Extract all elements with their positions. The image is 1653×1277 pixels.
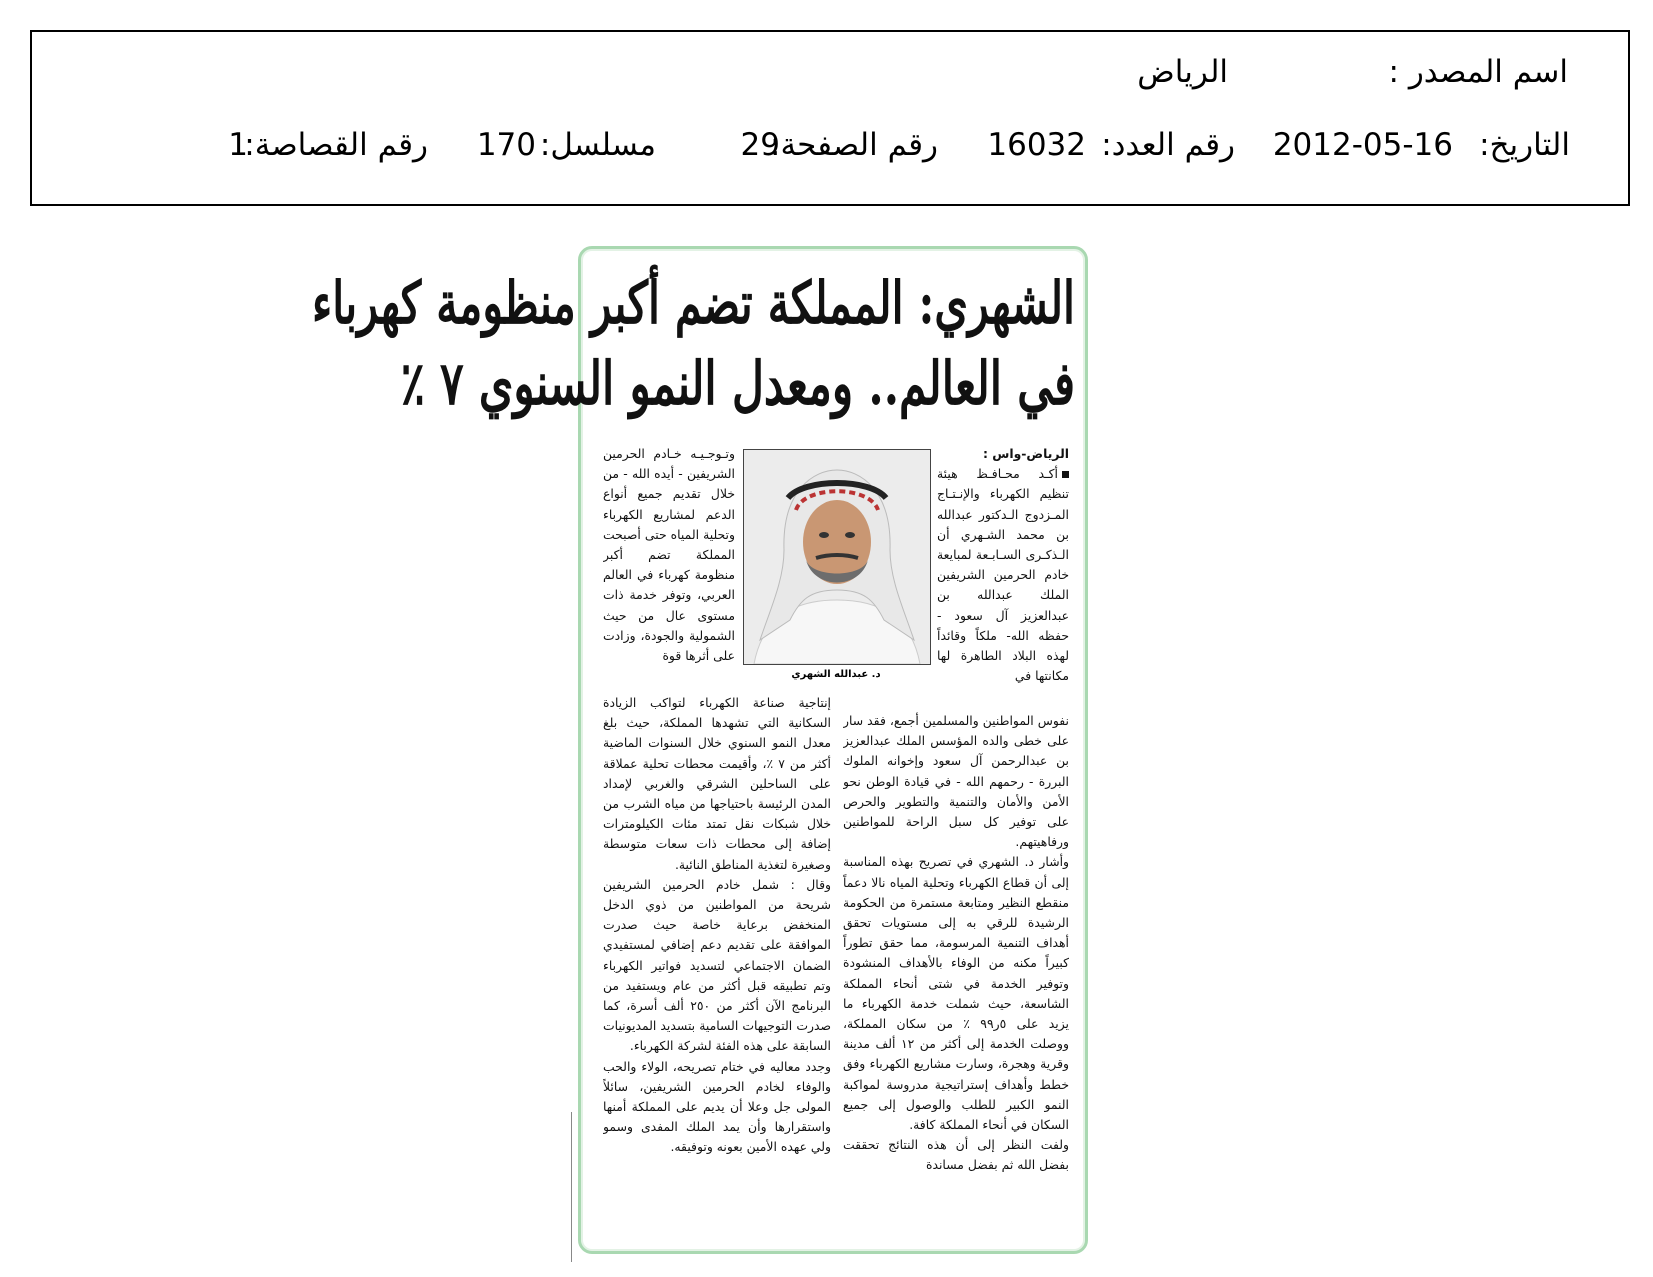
headline-line-2: في العالم.. ومعدل النمو السنوي ٧ ٪ — [401, 350, 1075, 419]
photo-caption: د. عبدالله الشهري — [791, 669, 881, 680]
dateline: الرياض-واس : — [982, 446, 1069, 461]
serial-value: 170 — [476, 127, 536, 163]
left-top-text: وتـوجـيـه خـادم الحرمين الشريفين - أيده الله - من خلال تقديم جميع أنواع الدعم لمشاريع الكهرباء وتحلية المياه حتى أصبحت المملكة تضم أكبر منظومة كهرباء في العالم العربي، وتوفر خدمة ذات مستوى عال من حيث الشمولية والجودة، وزادت على أثرها قوة — [603, 446, 735, 664]
clip-value: 1 — [228, 127, 248, 163]
clip-label: رقم القصاصة: — [244, 127, 428, 163]
column-right-bottom — [843, 711, 1069, 1241]
portrait-illustration — [744, 450, 930, 664]
right-bottom-p1: نفوس المواطنين والمسلمين أجمع، فقد سار على خطى والده المؤسس الملك عبدالعزيز بن عبدالرحمن آل سعود وإخوانه الملوك البررة - رحمهم الله - في قيادة الوطن نحو الأمن والأمان والتنمية والتطوير والحرص على توفير كل سبل الراحة للمواطنين ورفاهيتهم. — [843, 713, 1069, 850]
right-bottom-p3: ولفت النظر إلى أن هذه النتائج تحققت بفضل الله ثم بفضل مساندة — [843, 1137, 1069, 1173]
right-top-text: أكـد محـافـظ هيئة تنظيم الكهرباء والإنـتـاج المـزدوج الـدكتور عبدالله بن محمد الشـهري أن الـذكـرى السـابـعة لمبايعة خادم الحرمين الشريفين الملك عبدالله بن عبدالعزيز آل سعود - حفظه الله- ملكاً وقائداً لهذه البلاد الطاهرة لها مكانتها في — [937, 466, 1069, 684]
left-bottom-p1: إنتاجية صناعة الكهرباء لتواكب الزيادة السكانية التي تشهدها المملكة، حيث بلغ معدل النمو السنوي خلال السنوات الماضية أكثر من ٧ ٪، وأقيمت محطات تحلية عملاقة على الساحلين الشرقي والغربي لإمداد المدن الرئيسة باحتياجها من مياه الشرب من خلال شبكات نقل تمتد مئات الكيلومترات إضافة إلى محطات ذات سعات متوسطة وصغيرة لتغذية المناطق النائية. — [603, 695, 831, 872]
portrait-photo — [743, 449, 931, 665]
header-box — [30, 30, 1630, 206]
source-value: الرياض — [1137, 54, 1228, 90]
column-left-bottom — [603, 693, 831, 1241]
serial-label: مسلسل: — [539, 127, 656, 163]
column-left-top — [603, 444, 735, 690]
scan-edge-line — [571, 1112, 572, 1262]
date-value: 2012-05-16 — [1272, 127, 1453, 163]
issue-label: رقم العدد: — [1101, 127, 1235, 163]
issue-value: 16032 — [987, 127, 1086, 163]
source-label: اسم المصدر : — [1388, 54, 1568, 90]
newspaper-clipping — [311, 246, 1088, 1254]
column-right-top — [937, 444, 1069, 708]
right-bottom-p2: وأشار د. الشهري في تصريح بهذه المناسبة إلى أن قطاع الكهرباء وتحلية المياه نالا دعماً منقطع النظير ومتابعة مستمرة من الحكومة الرشيدة للرقي به إلى مستويات تحقق أهداف التنمية المرسومة، مما حقق تطوراً كبيراً مكنه من الوفاء بالأهداف المنشودة وتوفير الخدمة في شتى أنحاء المملكة الشاسعة، حيث شملت خدمة الكهرباء ما يزيد على ٥ر٩٩ ٪ من سكان المملكة، ووصلت الخدمة إلى أكثر من ١٢ ألف مدينة وقرية وهجرة، وسارت مشاريع الكهرباء وفق خطط وأهداف إستراتيجية مدروسة لمواكبة النمو الكبير للطلب والوصول إلى جميع السكان في أنحاء المملكة كافة. — [843, 854, 1069, 1133]
left-bottom-p3: وجدد معاليه في ختام تصريحه، الولاء والحب والوفاء لخادم الحرمين الشريفين، سائلاً المولى جل وعلا أن يديم على المملكة أمنها واستقرارها وأن يمد الملك المفدى وسمو ولي عهده الأمين بعونه وتوفيقه. — [603, 1058, 831, 1155]
left-bottom-p2: وقال : شمل خادم الحرمين الشريفين شريحة من المواطنين من ذوي الدخل المنخفض برعاية خاصة حيث صدرت الموافقة على تقديم دعم إضافي لمستفيدي الضمان الاجتماعي لتسديد فواتير الكهرباء وتم تطبيقه قبل أكثر من عام ويستفيد من البرنامج الآن أكثر من ٢٥٠ ألف أسرة، كما صدرت التوجيهات السامية بتسديد المديونيات السابقة على هذه الفئة لشركة الكهرباء. — [603, 876, 831, 1054]
page-label: رقم الصفحة: — [770, 127, 938, 163]
headline-line-1: الشهري: المملكة تضم أكبر منظومة كهرباء — [311, 270, 1075, 338]
page-value: 29 — [740, 127, 780, 163]
date-label: التاريخ: — [1479, 127, 1570, 163]
bullet-square-icon — [1062, 471, 1069, 478]
